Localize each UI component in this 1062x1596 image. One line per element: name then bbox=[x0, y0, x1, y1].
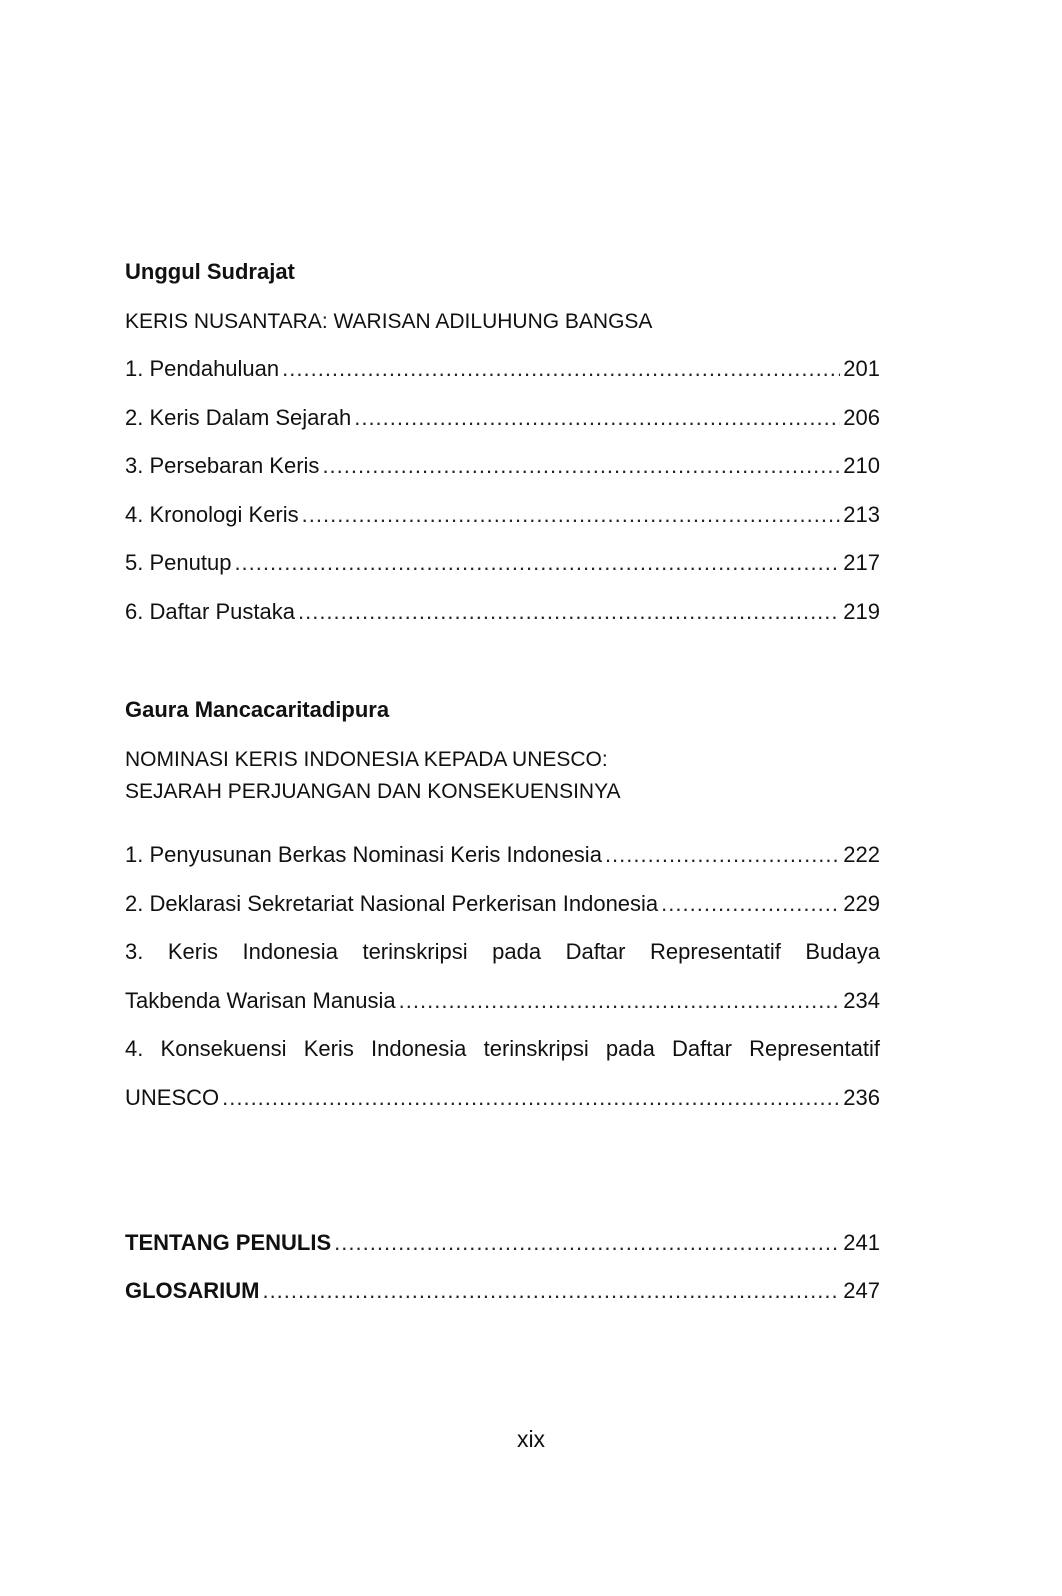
toc-entry-label: UNESCO bbox=[125, 1085, 220, 1110]
toc-entry[interactable] bbox=[125, 548, 880, 578]
dot-leader bbox=[322, 451, 840, 481]
toc-entry-label: 3. Persebaran Keris bbox=[125, 453, 320, 478]
toc-entry-glosarium[interactable] bbox=[125, 1276, 880, 1306]
toc-entry-label-line[interactable]: 3. Keris Indonesia terinskripsi pada Daftar Representatif Budaya bbox=[125, 939, 880, 964]
toc-entry[interactable] bbox=[125, 986, 880, 1016]
toc-entry-tentang-penulis[interactable] bbox=[125, 1228, 880, 1258]
dot-leader bbox=[234, 548, 840, 578]
toc-entry-page: 236 bbox=[843, 1085, 880, 1110]
toc-entry[interactable] bbox=[125, 889, 880, 919]
toc-entry-label: 1. Penyusunan Berkas Nominasi Keris Indonesia bbox=[125, 842, 602, 867]
toc-entry-label: TENTANG PENULIS bbox=[125, 1230, 332, 1255]
toc-entry[interactable] bbox=[125, 597, 880, 627]
toc-entry-label-line[interactable]: 4. Konsekuensi Keris Indonesia terinskripsi pada Daftar Representatif bbox=[125, 1036, 880, 1061]
toc-entry-page: 206 bbox=[843, 405, 880, 430]
toc-entry-label: GLOSARIUM bbox=[125, 1278, 260, 1303]
chapter-title-line: NOMINASI KERIS INDONESIA KEPADA UNESCO: bbox=[125, 748, 608, 771]
toc-entry-page: 234 bbox=[843, 988, 880, 1013]
dot-leader bbox=[354, 403, 840, 433]
toc-entry-label: 4. Kronologi Keris bbox=[125, 502, 299, 527]
dot-leader bbox=[661, 889, 840, 919]
author-name: Unggul Sudrajat bbox=[125, 259, 295, 284]
toc-entry-label: Takbenda Warisan Manusia bbox=[125, 988, 396, 1013]
toc-entry[interactable] bbox=[125, 1083, 880, 1113]
dot-leader bbox=[605, 840, 840, 870]
toc-entry-page: 210 bbox=[843, 453, 880, 478]
toc-entry-label: 6. Daftar Pustaka bbox=[125, 599, 295, 624]
toc-entry[interactable] bbox=[125, 500, 880, 530]
author-name: Gaura Mancacaritadipura bbox=[125, 697, 390, 722]
toc-entry[interactable] bbox=[125, 451, 880, 481]
toc-entry-page: 229 bbox=[843, 891, 880, 916]
toc-entry-label: 2. Deklarasi Sekretariat Nasional Perkerisan Indonesia bbox=[125, 891, 659, 916]
chapter-title: KERIS NUSANTARA: WARISAN ADILUHUNG BANGSA bbox=[125, 310, 653, 333]
toc-entry-page: 241 bbox=[843, 1230, 880, 1255]
toc-entry-label: 5. Penutup bbox=[125, 550, 232, 575]
toc-entry-page: 217 bbox=[843, 550, 880, 575]
dot-leader bbox=[262, 1276, 840, 1306]
page-number: xix bbox=[516, 1426, 546, 1452]
toc-entry-page: 222 bbox=[843, 842, 880, 867]
dot-leader bbox=[282, 354, 840, 384]
dot-leader bbox=[334, 1228, 840, 1258]
dot-leader bbox=[302, 500, 841, 530]
chapter-title-line: SEJARAH PERJUANGAN DAN KONSEKUENSINYA bbox=[125, 780, 621, 803]
dot-leader bbox=[399, 986, 841, 1016]
toc-entry[interactable] bbox=[125, 840, 880, 870]
toc-entry[interactable] bbox=[125, 403, 880, 433]
toc-entry[interactable] bbox=[125, 354, 880, 384]
toc-entry-label: 2. Keris Dalam Sejarah bbox=[125, 405, 352, 430]
toc-entry-page: 247 bbox=[843, 1278, 880, 1303]
toc-entry-page: 219 bbox=[843, 599, 880, 624]
toc-entry-label: 1. Pendahuluan bbox=[125, 356, 280, 381]
toc-entry-page: 213 bbox=[843, 502, 880, 527]
dot-leader bbox=[298, 597, 840, 627]
toc-entry-page: 201 bbox=[843, 356, 880, 381]
dot-leader bbox=[222, 1083, 840, 1113]
